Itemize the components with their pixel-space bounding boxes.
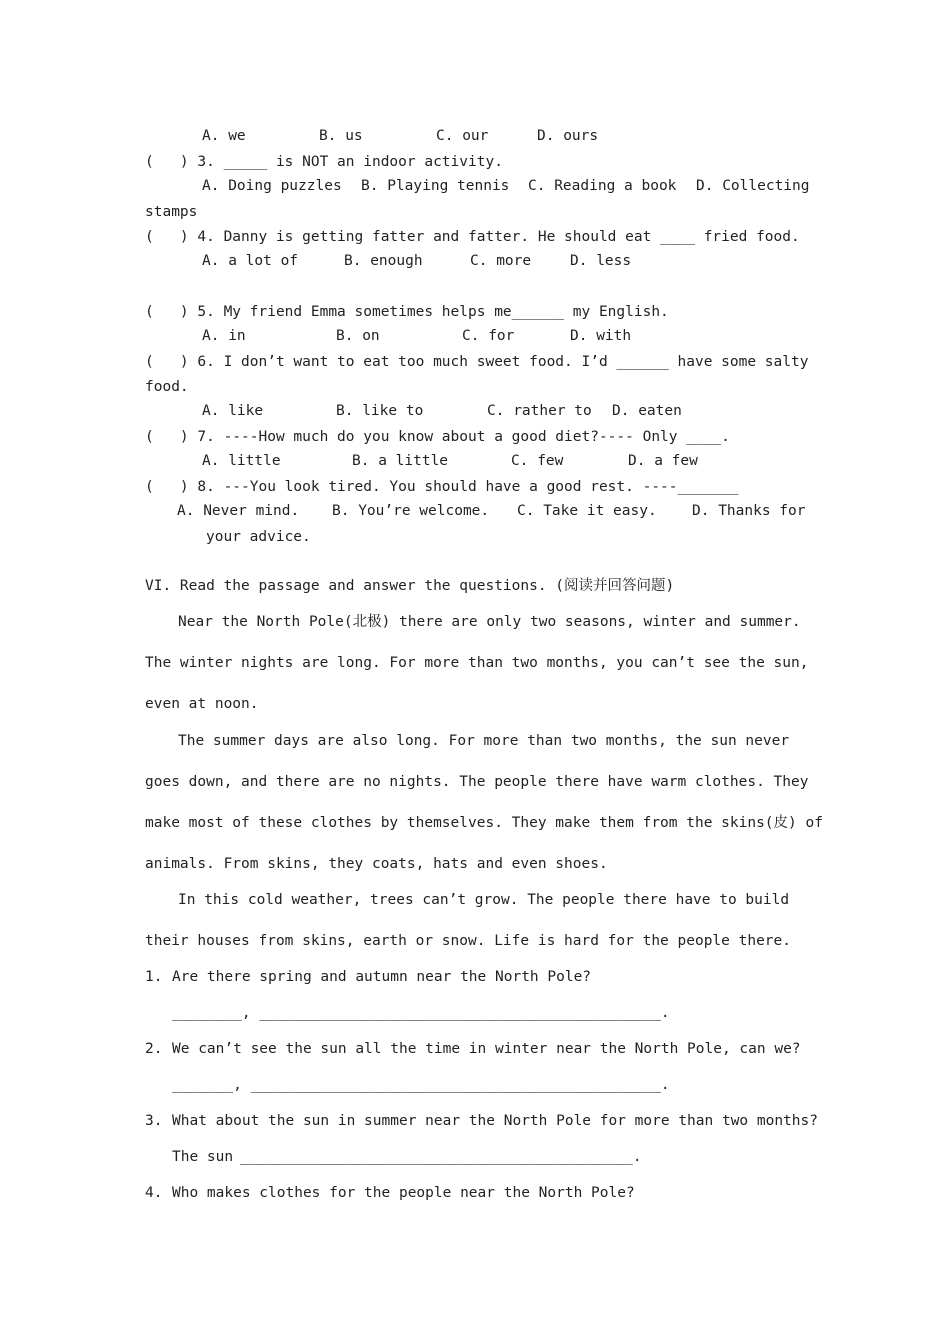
q5-option-c: C. for	[462, 328, 515, 344]
q6-option-b: B. like to	[336, 403, 424, 419]
q4-option-d: D. less	[570, 253, 632, 269]
question-3-text: What about the sun in summer near the North Pole for more than two months?	[172, 1113, 819, 1129]
q8-option-a: A. Never mind.	[177, 503, 300, 519]
q8-option-c: C. Take it easy.	[517, 503, 657, 519]
q2-option-a: A. we	[202, 128, 246, 144]
passage-p3-line2: their houses from skins, earth or snow. Life is hard for the people there.	[145, 933, 792, 949]
q3-question: ( ) 3. _____ is NOT an indoor activity.	[145, 154, 503, 170]
q8-option-b: B. You’re welcome.	[332, 503, 490, 519]
q8-option-d-wrap: your advice.	[206, 529, 311, 545]
q4-question: ( ) 4. Danny is getting fatter and fatter. He should eat ____ fried food.	[145, 229, 800, 245]
q7-option-d: D. a few	[628, 453, 698, 469]
q5-option-b: B. on	[336, 328, 380, 344]
q7-option-b: B. a little	[352, 453, 449, 469]
q6-question-wrap: food.	[145, 379, 189, 395]
passage-p1-line3: even at noon.	[145, 696, 259, 712]
q5-option-a: A. in	[202, 328, 246, 344]
passage-p1-line2: The winter nights are long. For more than two months, you can’t see the sun,	[145, 655, 809, 671]
passage-p1-line1: Near the North Pole(北极) there are only two seasons, winter and summer.	[178, 614, 801, 630]
q3-option-c: C. Reading a book	[528, 178, 677, 194]
question-2-text: We can’t see the sun all the time in winter near the North Pole, can we?	[172, 1041, 801, 1057]
q3-option-b: B. Playing tennis	[361, 178, 510, 194]
question-2-answer-line[interactable]: _______, _______________________________________________.	[172, 1077, 670, 1093]
q2-option-d: D. ours	[537, 128, 599, 144]
question-3-number: 3.	[145, 1113, 163, 1129]
q4-option-c: C. more	[470, 253, 532, 269]
q6-option-c: C. rather to	[487, 403, 592, 419]
q6-question: ( ) 6. I don’t want to eat too much sweet food. I’d ______ have some salty	[145, 354, 809, 370]
passage-p2-line2: goes down, and there are no nights. The people there have warm clothes. They	[145, 774, 809, 790]
question-3-answer-line[interactable]: _____________________________________________.	[240, 1149, 642, 1165]
question-4-text: Who makes clothes for the people near the North Pole?	[172, 1185, 635, 1201]
q5-question: ( ) 5. My friend Emma sometimes helps me______ my English.	[145, 304, 669, 320]
question-4-number: 4.	[145, 1185, 163, 1201]
passage-p3-line1: In this cold weather, trees can’t grow. The people there have to build	[178, 892, 790, 908]
q3-option-d-wrap: stamps	[145, 204, 198, 220]
q3-option-a: A. Doing puzzles	[202, 178, 342, 194]
q7-question: ( ) 7. ----How much do you know about a good diet?---- Only ____.	[145, 429, 730, 445]
q3-option-d: D. Collecting	[696, 178, 810, 194]
q8-question: ( ) 8. ---You look tired. You should have a good rest. ----_______	[145, 479, 739, 495]
passage-p2-line3: make most of these clothes by themselves. They make them from the skins(皮) of	[145, 815, 823, 831]
q4-option-a: A. a lot of	[202, 253, 299, 269]
question-1-number: 1.	[145, 969, 163, 985]
q7-option-a: A. little	[202, 453, 281, 469]
q2-option-b: B. us	[319, 128, 363, 144]
q4-option-b: B. enough	[344, 253, 423, 269]
passage-p2-line4: animals. From skins, they coats, hats and even shoes.	[145, 856, 608, 872]
q7-option-c: C. few	[511, 453, 564, 469]
section-title: VI. Read the passage and answer the questions. (阅读并回答问题)	[145, 578, 675, 594]
q8-option-d: D. Thanks for	[692, 503, 806, 519]
q5-option-d: D. with	[570, 328, 632, 344]
question-1-answer-line[interactable]: ________, ______________________________________________.	[172, 1005, 670, 1021]
q6-option-d: D. eaten	[612, 403, 682, 419]
question-2-number: 2.	[145, 1041, 163, 1057]
q6-option-a: A. like	[202, 403, 264, 419]
question-3-answer-prefix: The sun	[172, 1149, 242, 1165]
passage-p2-line1: The summer days are also long. For more than two months, the sun never	[178, 733, 790, 749]
q2-option-c: C. our	[436, 128, 489, 144]
question-1-text: Are there spring and autumn near the North Pole?	[172, 969, 592, 985]
